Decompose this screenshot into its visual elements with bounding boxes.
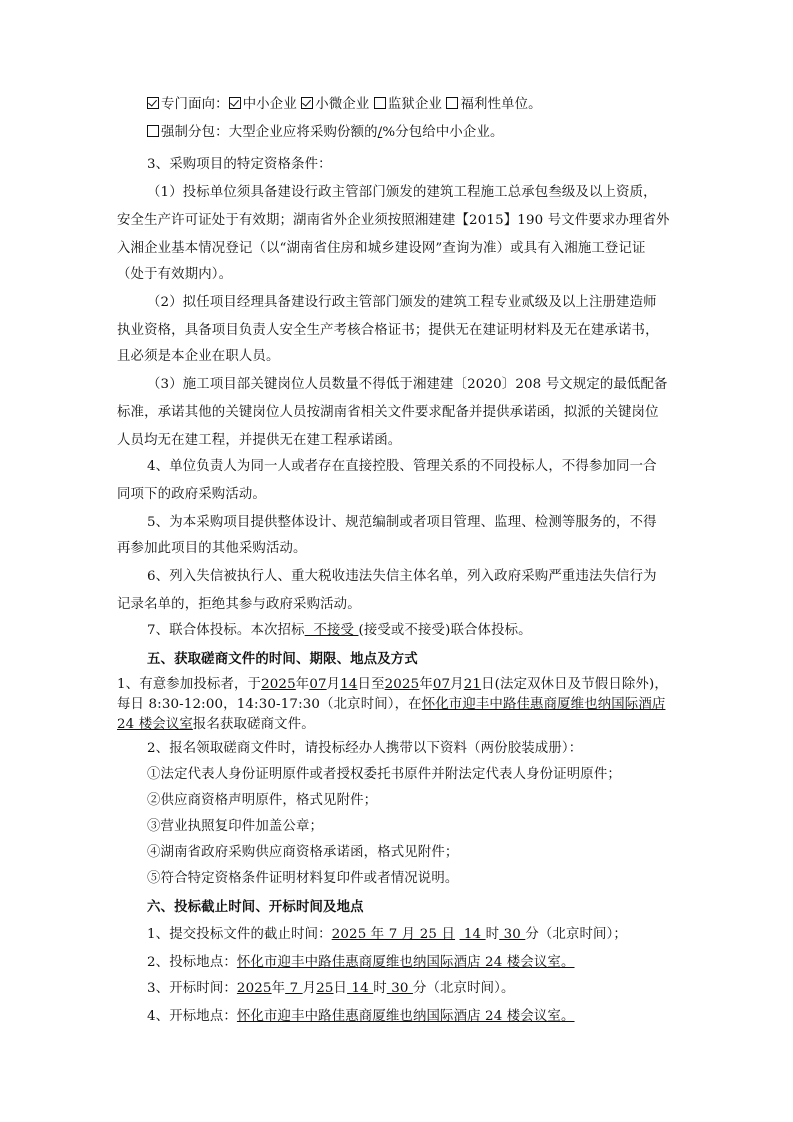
text: 年 — [295, 677, 310, 692]
paragraph-line: （2）拟任项目经理具备建设行政主管部门颁发的建筑工程专业贰级及以上注册建造师 — [147, 295, 657, 310]
acquisition-room: 24 楼会议室 — [117, 717, 193, 732]
text: 时 — [373, 981, 387, 996]
text: 日(法定双休日及节假日除外)， — [481, 677, 668, 692]
acquisition-hours-line — [117, 695, 665, 715]
opening-minute: 30 — [386, 981, 413, 996]
deadline-minute: 30 — [499, 927, 526, 942]
text: 4、开标地点： — [147, 1009, 237, 1024]
paragraph-line: （1）投标单位须具备建设行政主管部门颁发的建筑工程施工总承包叁级及以上资质， — [147, 185, 657, 200]
text: 3、开标时间： — [147, 981, 237, 996]
set-aside-label: 专门面向： — [161, 97, 229, 112]
subcontract-percent: / — [377, 125, 383, 140]
set-aside-line — [147, 95, 542, 115]
opening-time-line — [147, 979, 515, 999]
paragraph-line: 2、报名领取磋商文件时，请投标经办人携带以下资料（两份胶装成册）： — [147, 741, 583, 756]
start-day: 14 — [340, 677, 358, 692]
text: 1、有意参加投标者，于 — [117, 677, 262, 692]
end-day: 21 — [463, 677, 482, 692]
text: 日至 — [357, 677, 385, 692]
text: 月 — [302, 981, 317, 996]
start-month: 07 — [309, 677, 327, 692]
text: 年 — [271, 981, 286, 996]
joint-bid-suffix: (接受或不接受)联合体投标。 — [358, 623, 532, 638]
text: 月 — [450, 677, 464, 692]
opening-hour: 14 — [347, 981, 374, 996]
joint-bid-label: 7、联合体投标。本次招标 — [147, 623, 305, 638]
checkbox-unchecked-icon[interactable] — [374, 97, 386, 109]
option-sme: 中小企业 — [242, 97, 297, 112]
list-item: ②供应商资格声明原件，格式见附件； — [147, 793, 378, 808]
end-year: 2025 — [384, 677, 420, 692]
text: 时 — [485, 927, 500, 942]
section-heading: 五、获取磋商文件的时间、期限、地点及方式 — [147, 651, 418, 667]
option-welfare: 福利性单位。 — [460, 97, 542, 112]
opening-place: 怀化市迎丰中路佳惠商厦维也纳国际酒店 24 楼会议室。 — [236, 1009, 575, 1024]
checkbox-unchecked-icon[interactable] — [446, 97, 458, 109]
joint-bid-line — [147, 621, 532, 641]
deadline-line — [147, 925, 627, 945]
subcontract-line — [147, 123, 504, 143]
paragraph-line: 同项下的政府采购活动。 — [117, 487, 266, 502]
section-heading: 六、投标截止时间、开标时间及地点 — [147, 899, 364, 915]
option-prison: 监狱企业 — [387, 97, 443, 112]
opening-day: 25 — [316, 981, 334, 996]
paragraph-line: 6、列入失信被执行人、重大税收违法失信主体名单，列入政府采购严重违法失信行为 — [147, 569, 657, 584]
acquisition-place: 怀化市迎丰中路佳惠商厦维也纳国际酒店 — [421, 697, 666, 712]
bid-place: 怀化市迎丰中路佳惠商厦维也纳国际酒店 24 楼会议室。 — [236, 955, 575, 970]
list-item: ①法定代表人身份证明原件或者授权委托书原件并附法定代表人身份证明原件； — [147, 767, 621, 782]
paragraph-line: 记录名单的，拒绝其参与政府采购活动。 — [117, 597, 361, 612]
paragraph-line: 5、为本采购项目提供整体设计、规范编制或者项目管理、监理、检测等服务的，不得 — [147, 515, 657, 530]
paragraph-line: 标准，承诺其他的关键岗位人员按湖南省相关文件要求配备并提供承诺函，拟派的关键岗位 — [117, 405, 659, 420]
paragraph-line: （3）施工项目部关键岗位人员数量不得低于湘建建〔2020〕208 号文规定的最低配备 — [147, 377, 668, 392]
text: 日 — [333, 981, 348, 996]
text: 分（北京时间）； — [525, 927, 627, 942]
checkbox-unchecked-icon[interactable] — [147, 125, 159, 137]
subcontract-suffix: %分包给中小企业。 — [382, 125, 504, 140]
text: 报名获取磋商文件。 — [192, 717, 315, 732]
list-item: ③营业执照复印件加盖公章； — [147, 819, 324, 834]
start-year: 2025 — [261, 677, 296, 692]
paragraph-line: 再参加此项目的其他采购活动。 — [117, 541, 307, 556]
subcontract-label: 强制分包：大型企业应将采购份额的 — [161, 125, 378, 140]
checkbox-checked-icon[interactable] — [301, 97, 313, 109]
acquisition-period-line — [117, 675, 668, 695]
acquisition-place-line — [117, 715, 315, 735]
checkbox-checked-icon[interactable] — [229, 97, 241, 109]
text: 月 — [326, 677, 341, 692]
paragraph-line: 4、单位负责人为同一人或者存在直接控股、管理关系的不同投标人，不得参加同一合 — [147, 459, 657, 474]
paragraph-line: 执业资格，具备项目负责人安全生产考核合格证书；提供无在建证明材料及无在建承诺书， — [117, 323, 659, 338]
joint-bid-value: 不接受 — [304, 623, 359, 638]
list-item: ⑤符合特定资格条件证明材料复印件或者情况说明。 — [147, 871, 459, 886]
list-item: ④湖南省政府采购供应商资格承诺函，格式见附件； — [147, 845, 459, 860]
text: 分（北京时间）。 — [412, 981, 515, 996]
deadline-date: 2025 年 7 月 25 日 — [331, 927, 456, 942]
option-micro: 小微企业 — [315, 97, 370, 112]
end-month: 07 — [432, 677, 451, 692]
deadline-hour: 14 — [459, 927, 486, 942]
opening-year: 2025 — [236, 981, 272, 996]
text: 1、提交投标文件的截止时间： — [147, 927, 332, 942]
text: 2、投标地点： — [147, 955, 237, 970]
paragraph-line: 且必须是本企业在职人员。 — [117, 349, 280, 364]
checkbox-checked-icon[interactable] — [147, 97, 159, 109]
paragraph-line: （处于有效期内）。 — [117, 267, 233, 282]
paragraph-line: 入湘企业基本情况登记（以“湖南省住房和城乡建设网”查询为准）或具有入湘施工登记证 — [117, 241, 646, 256]
opening-place-line — [147, 1007, 575, 1027]
text: 每日 8:30-12:00，14:30-17:30（北京时间），在 — [117, 697, 422, 712]
paragraph-line: 3、采购项目的特定资格条件： — [147, 157, 332, 172]
opening-month: 7 — [285, 981, 303, 996]
paragraph-line: 人员均无在建工程，并提供无在建工程承诺函。 — [117, 433, 402, 448]
paragraph-line: 安全生产许可证处于有效期；湖南省外企业须按照湘建建【2015】190 号文件要求办理省外 — [117, 213, 670, 228]
bid-place-line — [147, 953, 575, 973]
text: 年 — [419, 677, 433, 692]
